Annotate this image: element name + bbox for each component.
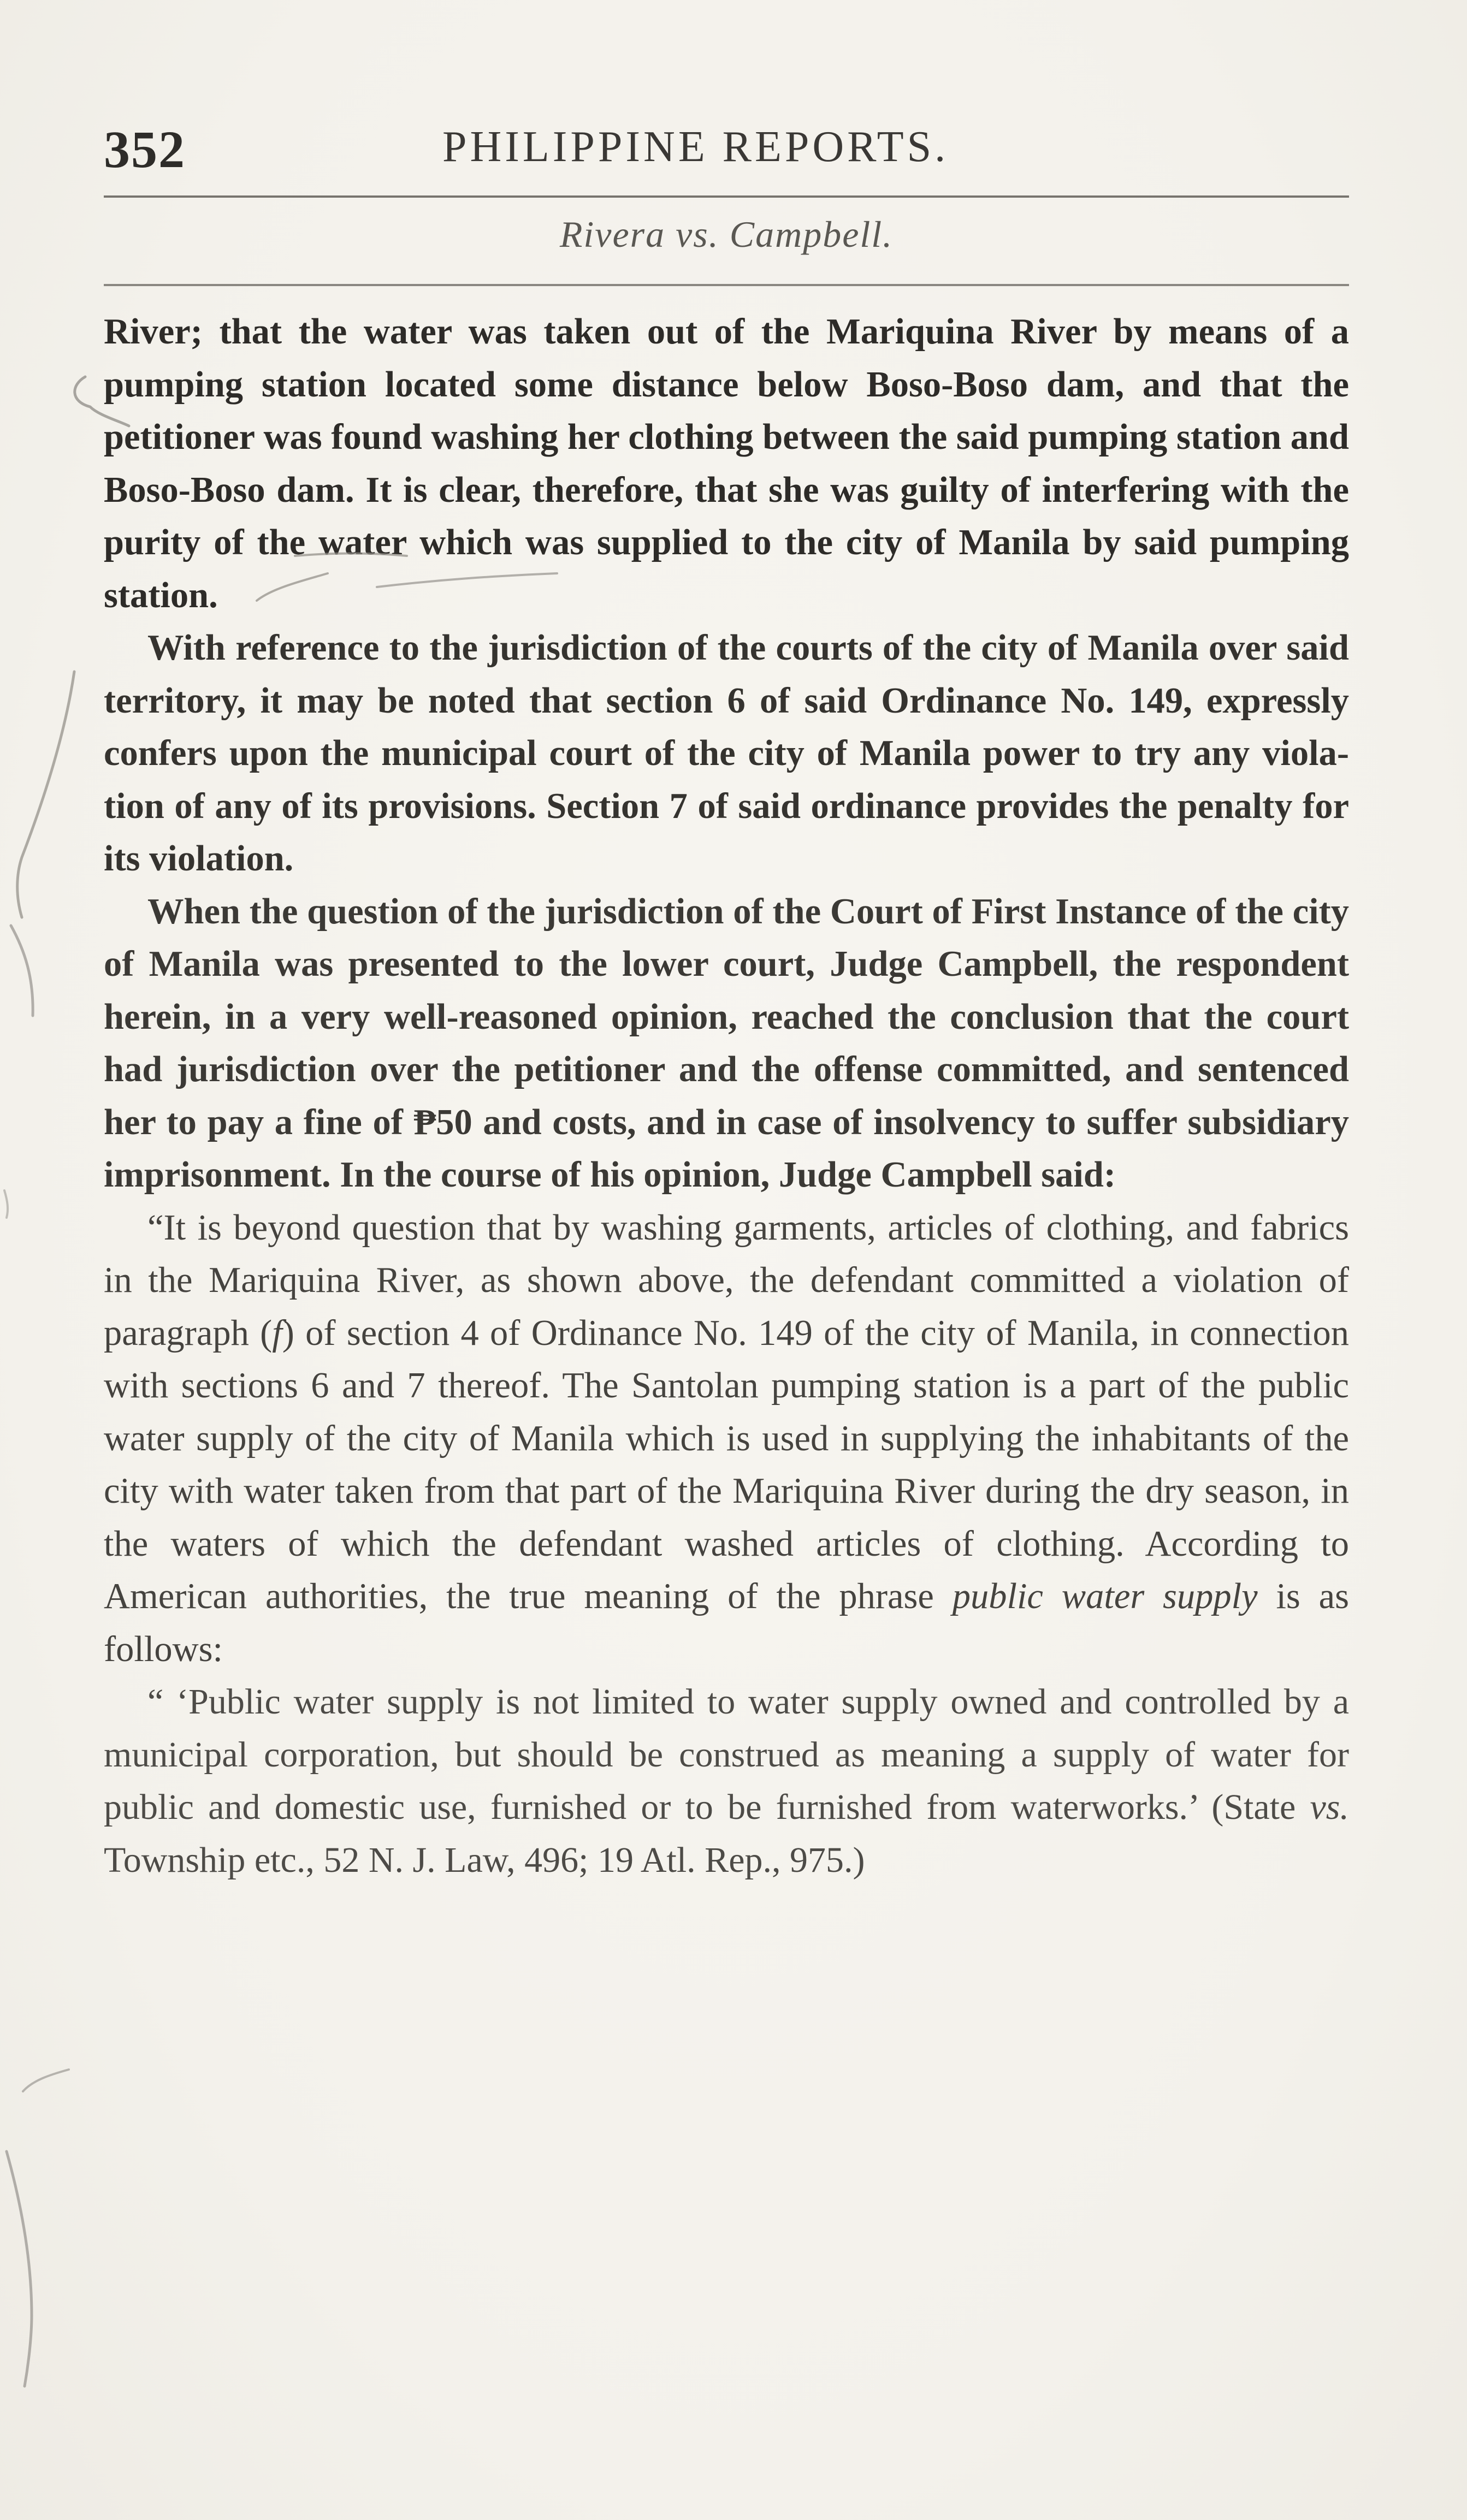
pencil-mark-section-bracket — [17, 672, 74, 917]
pencil-mark-left-edge — [4, 1190, 8, 1218]
header-rule-top — [104, 195, 1349, 198]
pencil-mark-bottom-bracket — [7, 2151, 32, 2386]
page-number: 352 — [104, 120, 186, 179]
paragraph-4-italic-f: f — [272, 1313, 282, 1353]
paragraph-5-nested-quote — [104, 1676, 1349, 1887]
running-head — [104, 119, 1360, 185]
pencil-mark-quote-bracket — [23, 2070, 69, 2091]
paragraph-4-text-c: is as follows: — [104, 1576, 1349, 1669]
paragraph-1: River; that the water was taken out of the Mariquina River by means of a pumping station located some distance below Boso-Boso dam, and that the petitioner was found washing her clothing between the said pumping station and Boso-Boso dam. It is clear, therefore, that she was guilty of interfering with the purity of the water which was supplied to the city of Manila by said pumping station. — [104, 312, 1349, 615]
paragraph-5-italic-vs: vs. — [1310, 1787, 1349, 1827]
paragraph-5-text-a: “ ‘Public water supply is not limited to water supply owned and controlled by a municipal corporation, but should be construed as meaning a supply of water for public and domestic use, furnished or to be furnished from waterworks.’ (State — [104, 1682, 1349, 1827]
paragraph-3: When the question of the jurisdiction of the Court of First Instance of the city of Manila was presented to the lower court, Judge Campbell, the respondent herein, in a very well-reasoned opinion, reached the conclusion that the court had jurisdiction over the petitioner and the offense committed, and sentenced her to pay a fine of ₱50 and costs, and in case of insolvency to suffer subsidiary imprisonment. In the course of his opinion, Judge Campbell said: — [104, 891, 1349, 1195]
paragraph-5-text-b: Township etc., 52 N. J. Law, 496; 19 Atl. Rep., 975.) — [104, 1840, 865, 1880]
header-rule-bottom — [104, 284, 1349, 286]
pencil-mark-curve-lower — [11, 926, 33, 1016]
paragraph-2: With reference to the jurisdiction of the courts of the city of Manila over said territory, it may be noted that section 6 of said Ordinance No. 149, expressly confers upon the municipal court of the city of Manila power to try any violation of any of its provisions. Section 7 of said ordinance provides the penalty for its violation. — [104, 628, 1349, 879]
paragraph-4-text-b: ) of section 4 of Ordinance No. 149 of the city of Manila, in connection with sections 6 and 7 thereof. The Santolan pumping station is a part of the public water supply of the city of Manila which is used in supplying the inhabitants of the city with water taken from that part of the Mariquina River during the dry season, in the waters of which the defendant washed articles of clothing. According to American authorities, the true meaning of the phrase — [104, 1313, 1349, 1616]
paragraph-4-italic-phrase: public water supply — [952, 1576, 1258, 1616]
case-caption: Rivera vs. Campbell. — [559, 214, 894, 255]
paragraph-4-text-a: “It is beyond question that by washing garments, articles of clothing, and fabrics in the Mariquina River, as shown above, the defendant committed a violation of paragraph ( — [104, 1207, 1349, 1353]
body-text — [104, 306, 1349, 1887]
running-title: PHILIPPINE REPORTS. — [442, 123, 949, 171]
paragraph-4-quote — [104, 1202, 1349, 1676]
